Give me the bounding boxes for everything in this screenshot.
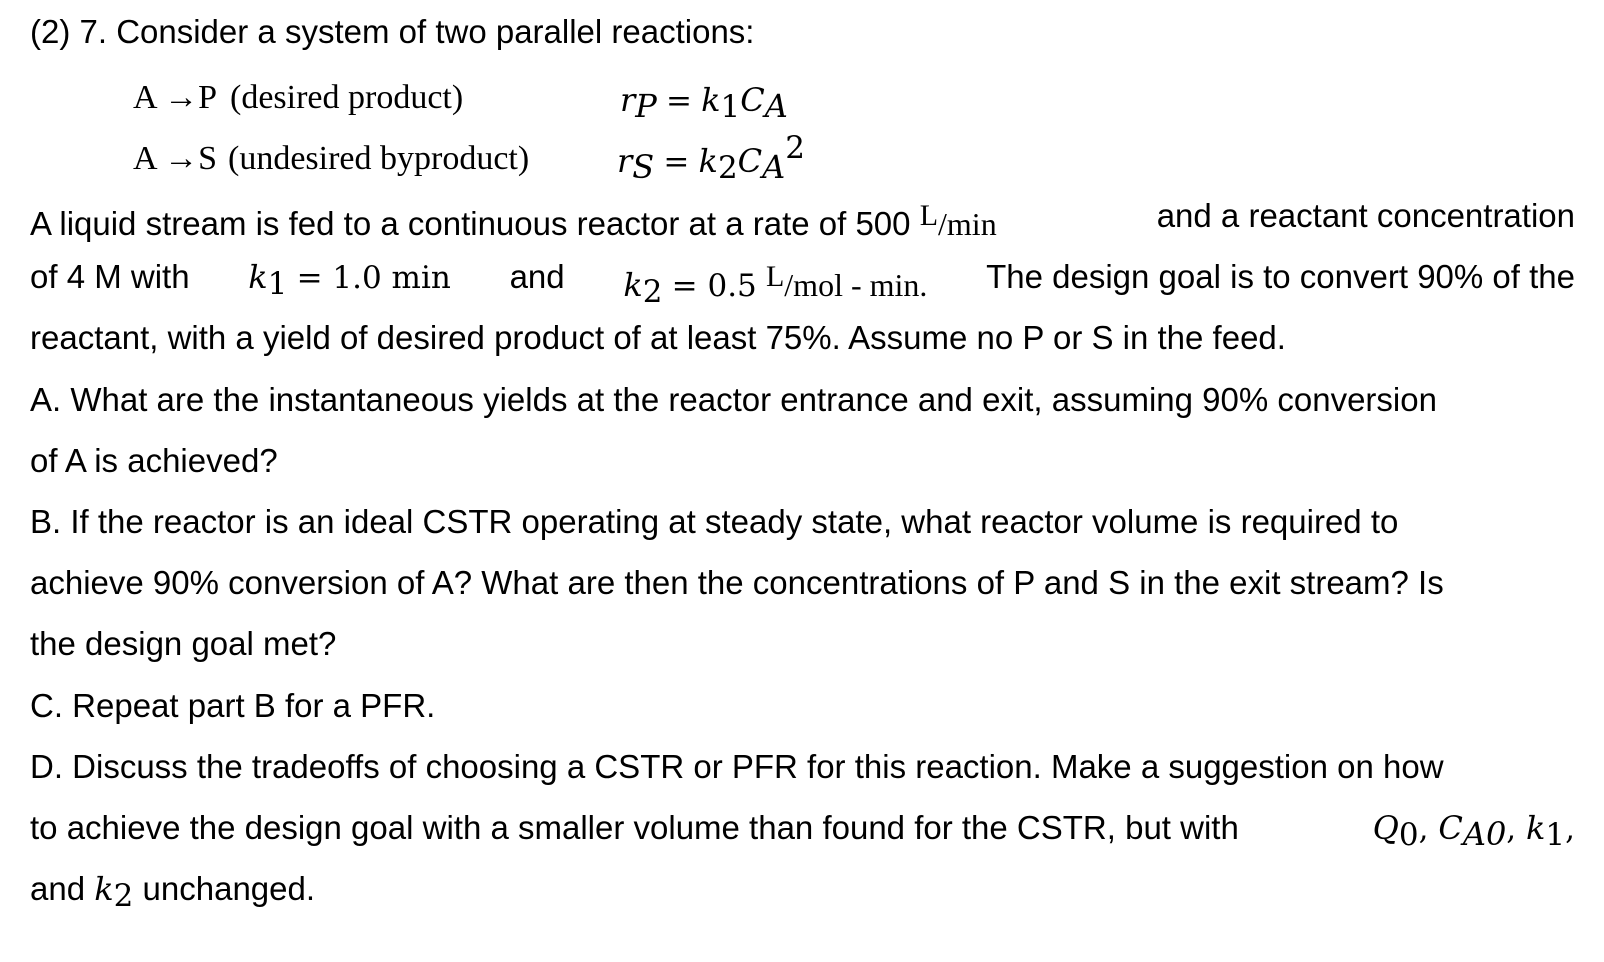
- question-a-line-2: of A is achieved?: [30, 442, 278, 479]
- reaction-2-equation: A →S: [133, 140, 218, 177]
- problem-header: [30, 12, 1575, 52]
- body-line-3: reactant, with a yield of desired product of at least 75%. Assume no P or S in the feed.: [30, 319, 1286, 356]
- reaction-1-rate-law: $r_P = k_1C_A$: [620, 81, 788, 125]
- question-b-line-1: B. If the reactor is an ideal CSTR operating at steady state, what reactor volume is required to: [30, 503, 1399, 540]
- reaction-1-equation: A →P: [133, 79, 218, 116]
- question-d-line-2: to achieve the design goal with a smaller volume than found for the CSTR, but with $Q_0$, $C_{A0}$, $k_1$,: [30, 809, 1575, 853]
- question-b-line-2: achieve 90% conversion of A? What are then the concentrations of P and S in the exit stream? Is: [30, 564, 1444, 601]
- reaction-1-description: (desired product): [230, 79, 464, 116]
- body-line-1: A liquid stream is fed to a continuous reactor at a rate of 500 L/min and a reactant concentration: [30, 197, 1575, 242]
- question-c-line-1: C. Repeat part B for a PFR.: [30, 687, 436, 724]
- question-a-line-1: A. What are the instantaneous yields at the reactor entrance and exit, assuming 90% conversion: [30, 381, 1437, 418]
- question-d-line-3: and $k_2$ unchanged.: [30, 870, 316, 914]
- question-b-line-3: the design goal met?: [30, 625, 337, 662]
- body-line-2: of 4 M with $k_1 = 1.0$ min and $k_2 = 0.5$ L/mol - min. The design goal is to convert 90% of the: [30, 258, 1575, 310]
- question-d-line-1: D. Discuss the tradeoffs of choosing a CSTR or PFR for this reaction. Make a suggestion on how: [30, 748, 1444, 785]
- reaction-2-rate-law: $r_S = k_2C_A^2$: [617, 130, 805, 186]
- reaction-2-description: (undesired byproduct): [228, 140, 530, 177]
- problem-header-text: (2) 7. Consider a system of two parallel reactions:: [30, 13, 755, 50]
